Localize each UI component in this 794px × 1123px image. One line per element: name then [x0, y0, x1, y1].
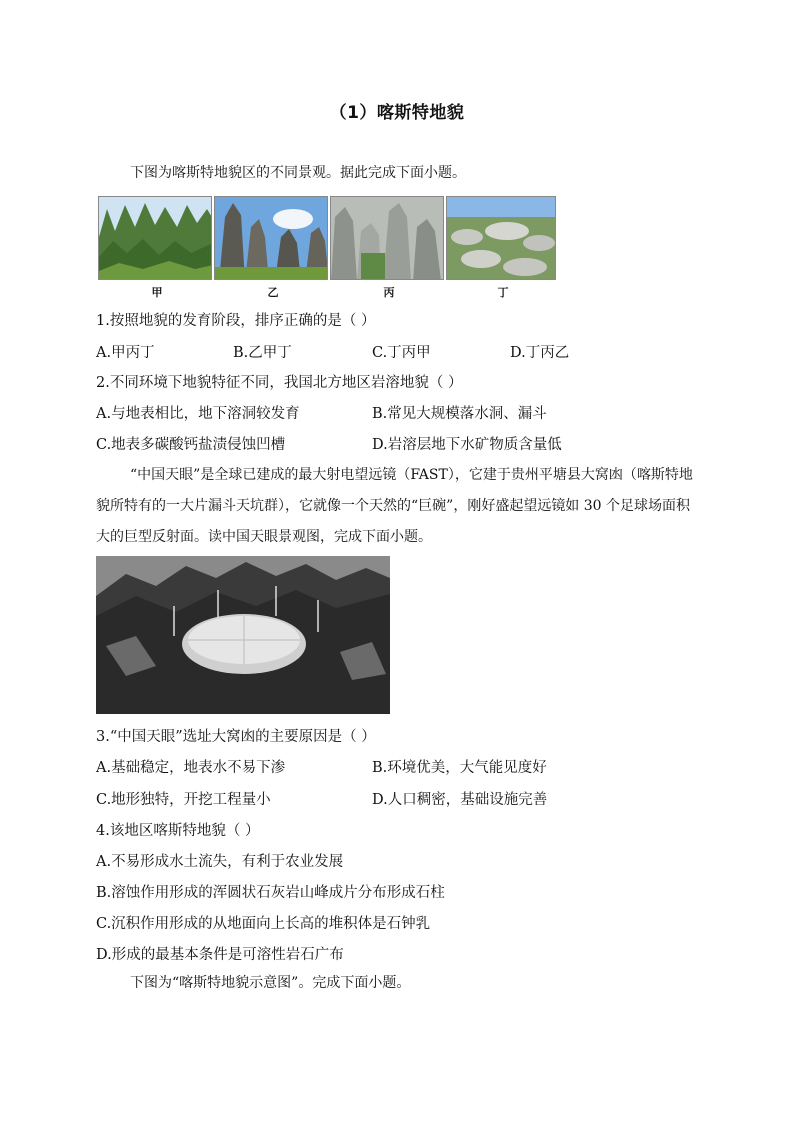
photo-jia [98, 196, 212, 280]
fast-telescope-photo [96, 556, 390, 714]
intro-karst-diagram: 下图为“喀斯特地貌示意图”。完成下面小题。 [130, 975, 411, 991]
question-3-option-b: B.环境优美，大气能见度好 [372, 760, 547, 776]
photo-label-ding: 丁 [497, 286, 509, 299]
question-4-stem: 4.该地区喀斯特地貌（ ） [96, 823, 260, 839]
question-2-option-c: C.地表多碳酸钙盐渍侵蚀凹槽 [96, 437, 286, 453]
photo-bing [330, 196, 444, 280]
question-4-option-a: A.不易形成水土流失，有利于农业发展 [96, 854, 344, 870]
question-1-stem: 1.按照地貌的发育阶段，排序正确的是（ ） [96, 313, 376, 329]
question-1-option-c: C.丁丙甲 [372, 345, 431, 361]
question-1-option-a: A.甲丙丁 [96, 345, 155, 361]
photo-yi [214, 196, 328, 280]
question-2-option-a: A.与地表相比，地下溶洞较发育 [96, 406, 300, 422]
question-1-option-b: B.乙甲丁 [233, 345, 292, 361]
question-1-option-d: D.丁丙乙 [510, 345, 570, 361]
question-2-option-d: D.岩溶层地下水矿物质含量低 [372, 437, 562, 453]
photo-label-jia: 甲 [151, 286, 163, 299]
photo-label-yi: 乙 [267, 286, 279, 299]
question-2-option-b: B.常见大规模落水洞、漏斗 [372, 406, 547, 422]
question-4-option-c: C.沉积作用形成的从地面向上长高的堆积体是石钟乳 [96, 916, 431, 932]
question-3-option-a: A.基础稳定，地表水不易下渗 [96, 760, 286, 776]
question-3-option-d: D.人口稠密，基础设施完善 [372, 792, 548, 808]
photo-label-bing: 丙 [383, 286, 395, 299]
question-3-stem: 3.“中国天眼”选址大窝凼的主要原因是（ ） [96, 729, 376, 745]
photo-ding [446, 196, 556, 280]
question-4-option-d: D.形成的最基本条件是可溶性岩石广布 [96, 947, 344, 963]
intro-karst-photos: 下图为喀斯特地貌区的不同景观。据此完成下面小题。 [130, 165, 466, 181]
page-title: （1）喀斯特地貌 [329, 103, 465, 123]
question-2-stem: 2.不同环境下地貌特征不同，我国北方地区岩溶地貌（ ） [96, 375, 463, 391]
question-3-option-c: C.地形独特，开挖工程量小 [96, 792, 271, 808]
karst-photo-strip [98, 196, 558, 280]
intro-fast: “中国天眼”是全球已建成的最大射电望远镜（FAST），它建于贵州平塘县大窝凼（喀斯特地貌所特有的一大片漏斗天坑群），它就像一个天然的“巨碗”，刚好盛起望远镜如 30 个足球场面积大的巨型反射面。读中国天眼景观图，完成下面小题。 [96, 467, 693, 545]
question-4-option-b: B.溶蚀作用形成的浑圆状石灰岩山峰成片分布形成石柱 [96, 885, 445, 901]
